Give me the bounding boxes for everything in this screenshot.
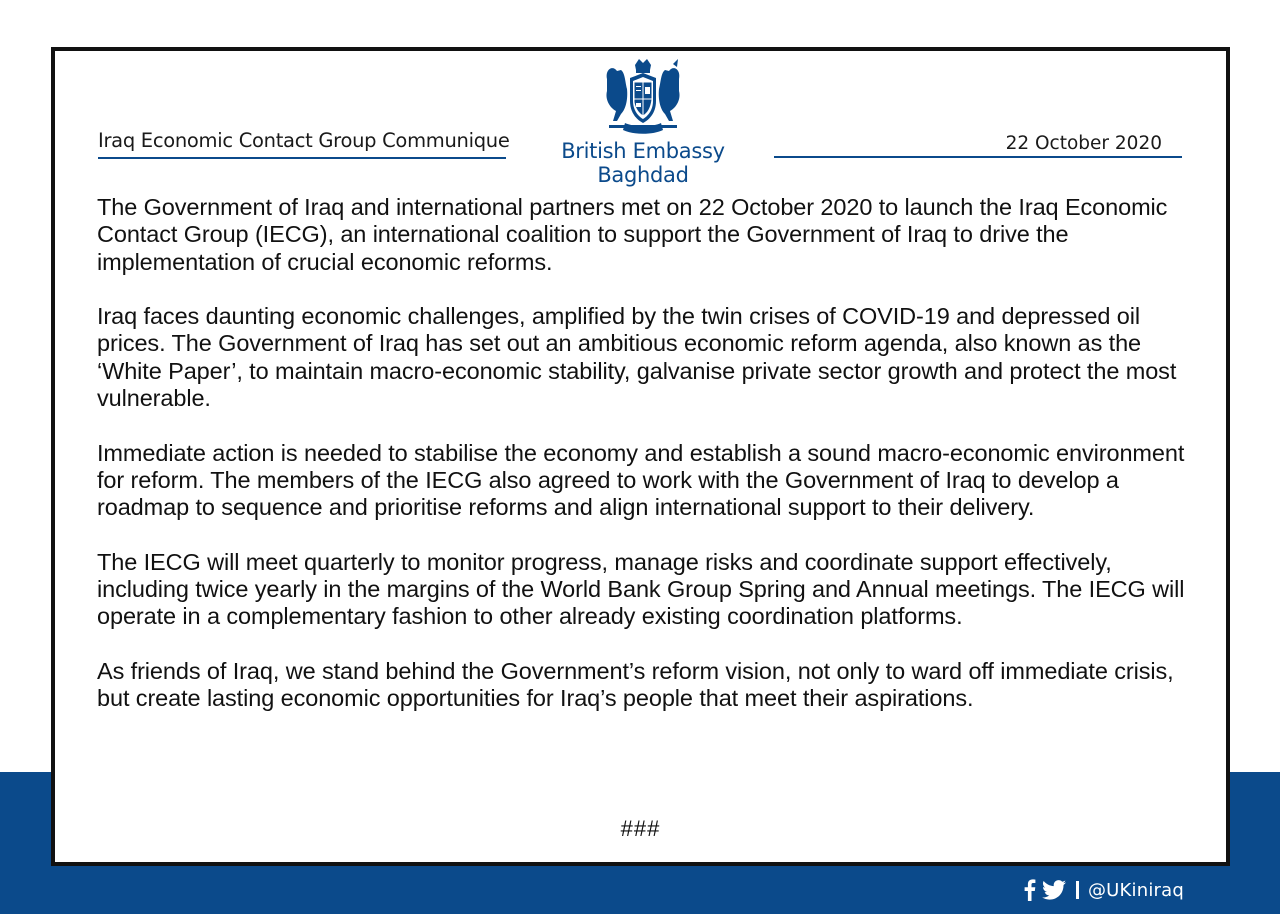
body-paragraph: The Government of Iraq and international partners met on 22 October 2020 to launch the Iraq Economic Contact Group (IECG), an international coalition to support the Government of Iraq to drive the implementation of crucial economic reforms.: [97, 194, 1168, 275]
separator: [1076, 881, 1079, 899]
body-paragraph: Immediate action is needed to stabilise the economy and establish a sound macro-economic environment for reform. The members of the IECG also agreed to work with the Government of Iraq to develop a roadmap to sequence and prioritise reforms and align international support to their delivery.: [97, 439, 1185, 521]
royal-coat-of-arms-icon: [595, 59, 691, 141]
end-mark: ###: [620, 816, 661, 841]
twitter-icon[interactable]: [1042, 880, 1066, 900]
date-underline: [774, 156, 1182, 158]
communique-sheet: [51, 47, 1230, 866]
communique-title: Iraq Economic Contact Group Communique: [98, 129, 510, 152]
body-paragraph: As friends of Iraq, we stand behind the Government’s reform vision, not only to ward off immediate crisis, but create lasting economic opportunities for Iraq’s people that meet their aspirations.: [97, 658, 1174, 712]
body-paragraph: The IECG will meet quarterly to monitor progress, manage risks and coordinate support effectively, including twice yearly in the margins of the World Bank Group Spring and Annual meetings. The IECG will operate in a complementary fashion to other already existing coordination platforms.: [97, 548, 1185, 630]
embassy-name: [555, 139, 731, 187]
social-links: [1023, 876, 1184, 904]
communique-date: 22 October 2020: [1005, 133, 1162, 154]
title-underline: [98, 157, 506, 159]
communique-body: [97, 194, 1187, 740]
social-handle[interactable]: @UKiniraq: [1087, 879, 1184, 901]
embassy-name-line2: Baghdad: [597, 163, 689, 187]
embassy-name-line1: British Embassy: [561, 139, 725, 163]
facebook-icon[interactable]: [1023, 879, 1036, 901]
body-paragraph: Iraq faces daunting economic challenges, amplified by the twin crises of COVID-19 and depressed oil prices. The Government of Iraq has set out an ambitious economic reform agenda, also known as the ‘White Paper’, to maintain macro-economic stability, galvanise private sector growth and protect the most vulnerable.: [97, 303, 1177, 412]
